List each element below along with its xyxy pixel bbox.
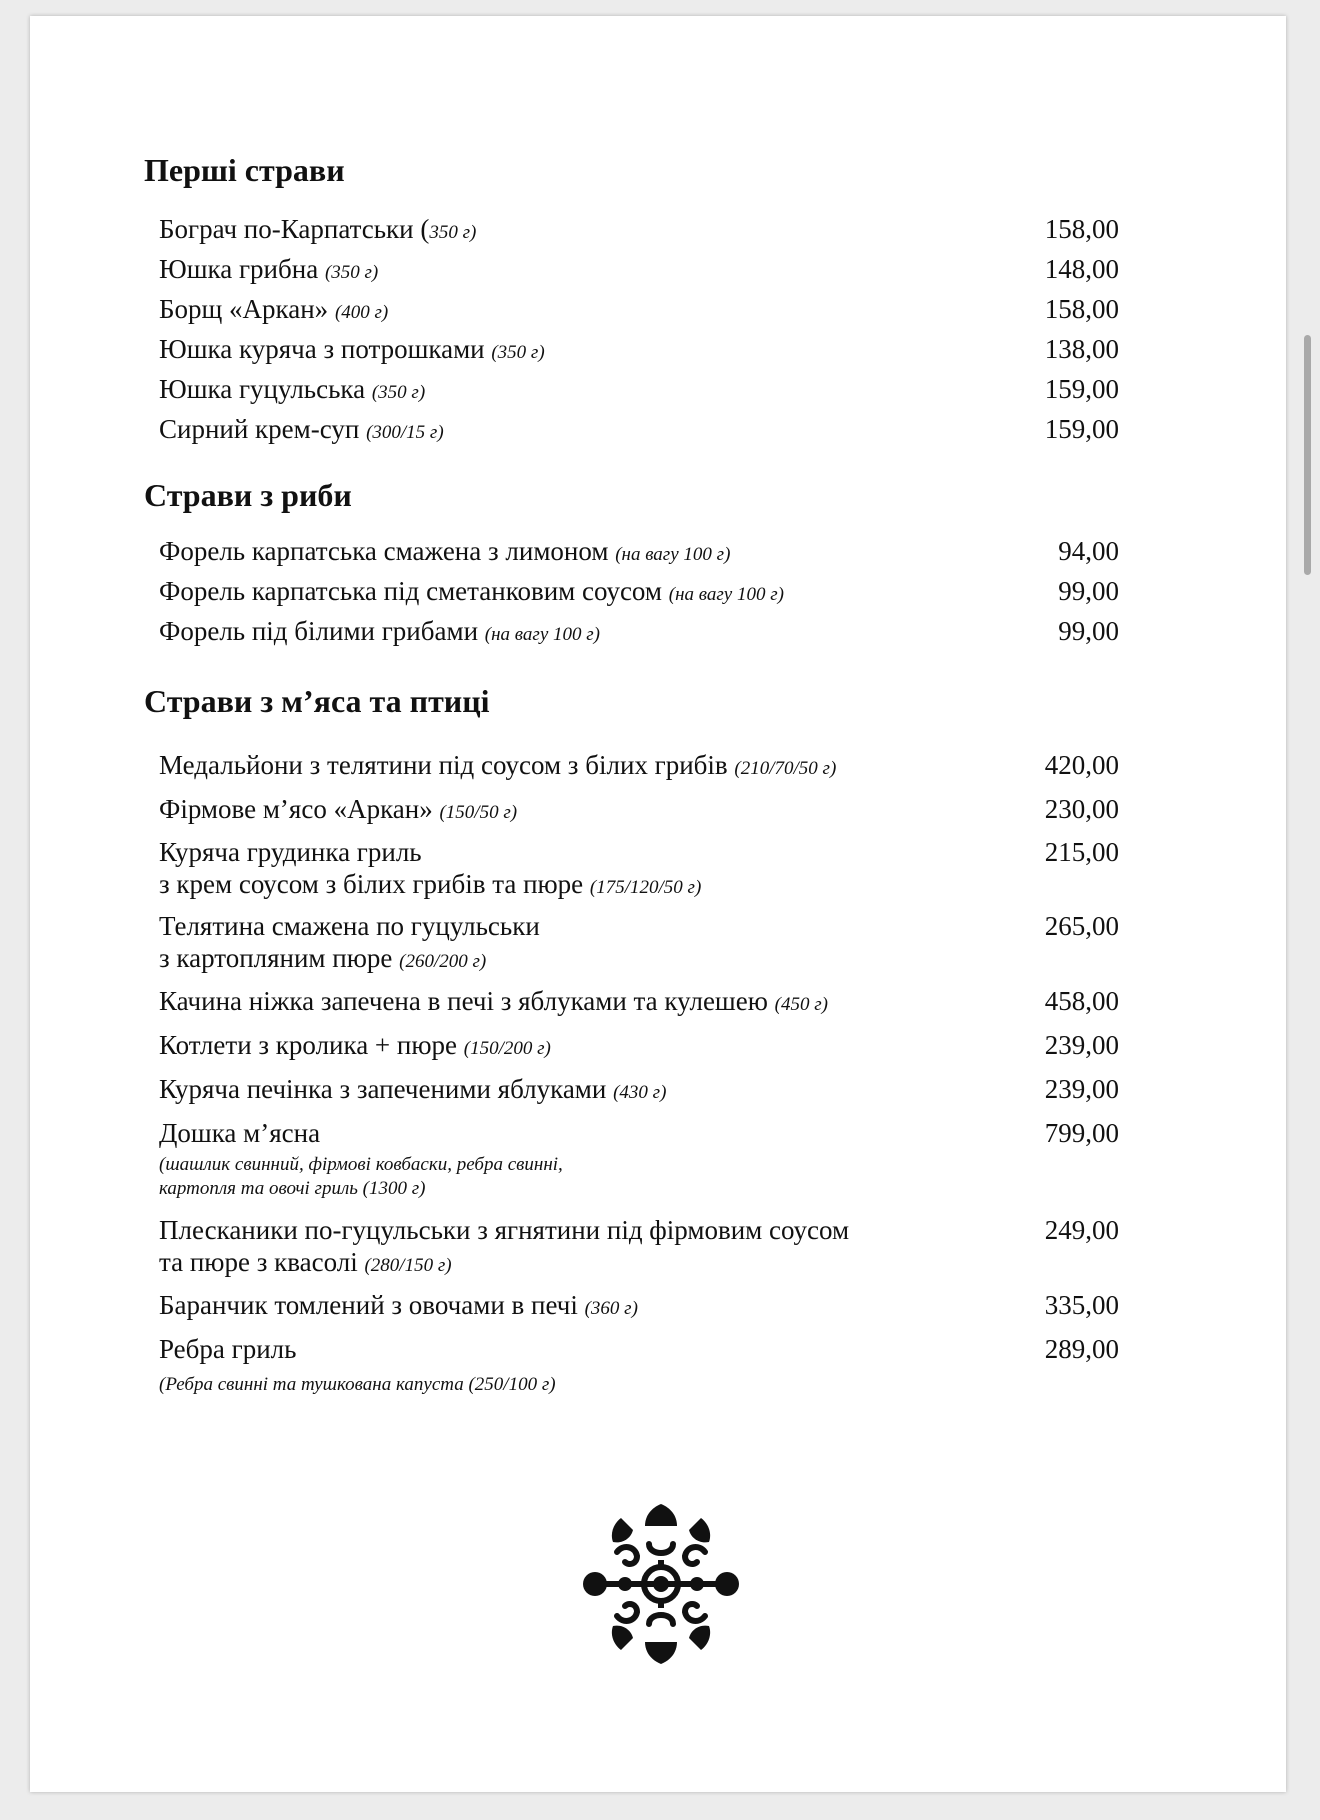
- menu-content: [144, 150, 1136, 1399]
- menu-item: [159, 329, 1119, 369]
- menu-item: [159, 209, 1119, 249]
- menu-item: [159, 369, 1119, 409]
- item-name-line2: з картопляним пюре: [159, 943, 400, 973]
- item-price: 99,00: [1058, 576, 1119, 606]
- item-weight: (260/200 г): [399, 951, 487, 972]
- item-price: 458,00: [1044, 986, 1119, 1016]
- scrollbar[interactable]: [1304, 335, 1311, 575]
- item-description: картопля та овочі гриль (1300 г): [159, 1178, 426, 1199]
- item-name-line2: та пюре з квасолі: [159, 1247, 365, 1277]
- item-price: 289,00: [1044, 1334, 1119, 1364]
- item-name: Бограч по-Карпатськи (: [159, 214, 430, 244]
- item-description: (Ребра свинні та тушкована капуста (250/100 г): [159, 1374, 556, 1395]
- item-price: 215,00: [1044, 837, 1119, 867]
- item-weight: (350 г): [491, 342, 545, 363]
- item-price: 249,00: [1044, 1215, 1119, 1245]
- item-name: Юшка гуцульська: [159, 374, 372, 404]
- item-weight: 350 г): [429, 222, 477, 243]
- item-weight: (150/200 г): [463, 1038, 551, 1059]
- item-price: 335,00: [1044, 1290, 1119, 1320]
- item-name: Дошка м’ясна: [159, 1118, 321, 1148]
- item-name-line2: з крем соусом з білих грибів та пюре: [159, 869, 590, 899]
- item-price: 94,00: [1058, 536, 1119, 566]
- item-weight: (150/50 г): [439, 802, 518, 823]
- item-price: 239,00: [1044, 1074, 1119, 1104]
- menu-item: [159, 981, 1119, 1025]
- hutsul-ornament-icon: [583, 1500, 739, 1668]
- item-name: Юшка грибна: [159, 254, 325, 284]
- item-weight: (175/120/50 г): [589, 877, 702, 898]
- item-weight: (350 г): [324, 262, 379, 283]
- menu-item: [159, 409, 1119, 449]
- menu-item: [159, 249, 1119, 289]
- menu-item: [159, 1113, 1119, 1211]
- item-price: 799,00: [1044, 1118, 1119, 1148]
- item-name: Фірмове м’ясо «Аркан»: [159, 794, 440, 824]
- item-name: Форель під білими грибами: [159, 616, 485, 646]
- section-items-fish: [159, 531, 1119, 651]
- item-description: (шашлик свинний, фірмові ковбаски, ребра свинні,: [159, 1154, 563, 1175]
- menu-item: [159, 611, 1119, 651]
- item-price: 138,00: [1044, 334, 1119, 364]
- item-name: Борщ «Аркан»: [159, 294, 335, 324]
- item-name: Плесканики по-гуцульськи з ягнятини під фірмовим соусом: [159, 1215, 850, 1245]
- item-weight: (450 г): [774, 994, 828, 1015]
- item-price: 158,00: [1044, 214, 1119, 244]
- item-name: Котлети з кролика + пюре: [159, 1030, 464, 1060]
- menu-item: [159, 1329, 1119, 1399]
- item-name: Сирний крем-суп: [159, 414, 367, 444]
- item-name: Качина ніжка запечена в печі з яблуками та кулешею: [159, 986, 775, 1016]
- section-items-first-courses: [159, 209, 1119, 449]
- item-weight: (360 г): [584, 1298, 638, 1319]
- section-title-fish: Страви з риби: [144, 477, 352, 513]
- menu-item: [159, 1211, 1119, 1285]
- item-weight: (430 г): [613, 1082, 667, 1103]
- menu-item: [159, 745, 1119, 789]
- item-price: 420,00: [1044, 750, 1119, 780]
- item-weight: (280/150 г): [364, 1255, 452, 1276]
- item-name: Медальйони з телятини під соусом з білих грибів: [159, 750, 735, 780]
- item-weight: (300/15 г): [366, 422, 444, 443]
- item-name: Телятина смажена по гуцульськи: [159, 911, 540, 941]
- menu-item: [159, 289, 1119, 329]
- item-price: 239,00: [1044, 1030, 1119, 1060]
- item-name: Куряча грудинка гриль: [159, 837, 422, 867]
- section-title-meat-poultry: Страви з м’яса та птиці: [144, 683, 490, 719]
- menu-item: [159, 571, 1119, 611]
- item-price: 158,00: [1044, 294, 1119, 324]
- menu-item: [159, 1285, 1119, 1329]
- item-price: 159,00: [1044, 414, 1119, 444]
- item-weight: (210/70/50 г): [734, 758, 837, 779]
- menu-item: [159, 907, 1119, 981]
- menu-item: [159, 531, 1119, 571]
- item-weight: (400 г): [334, 302, 389, 323]
- item-name: Баранчик томлений з овочами в печі: [159, 1290, 585, 1320]
- menu-item: [159, 833, 1119, 907]
- item-price: 148,00: [1044, 254, 1119, 284]
- item-weight: (на вагу 100 г): [668, 584, 784, 605]
- section-items-meat-poultry: [159, 745, 1119, 1399]
- item-name: Форель карпатська смажена з лимоном: [159, 536, 616, 566]
- item-name: Юшка куряча з потрошками: [159, 334, 492, 364]
- item-name: Куряча печінка з запеченими яблуками: [159, 1074, 614, 1104]
- item-price: 99,00: [1058, 616, 1119, 646]
- section-title-first-courses: Перші страви: [144, 152, 345, 188]
- item-weight: (на вагу 100 г): [484, 624, 600, 645]
- item-weight: (на вагу 100 г): [615, 544, 731, 565]
- item-name: Форель карпатська під сметанковим соусом: [159, 576, 669, 606]
- menu-item: [159, 1069, 1119, 1113]
- menu-item: [159, 789, 1119, 833]
- item-weight: (350 г): [371, 382, 426, 403]
- item-name: Ребра гриль: [159, 1334, 297, 1364]
- item-price: 159,00: [1044, 374, 1119, 404]
- menu-item: [159, 1025, 1119, 1069]
- item-price: 265,00: [1044, 911, 1119, 941]
- item-price: 230,00: [1044, 794, 1119, 824]
